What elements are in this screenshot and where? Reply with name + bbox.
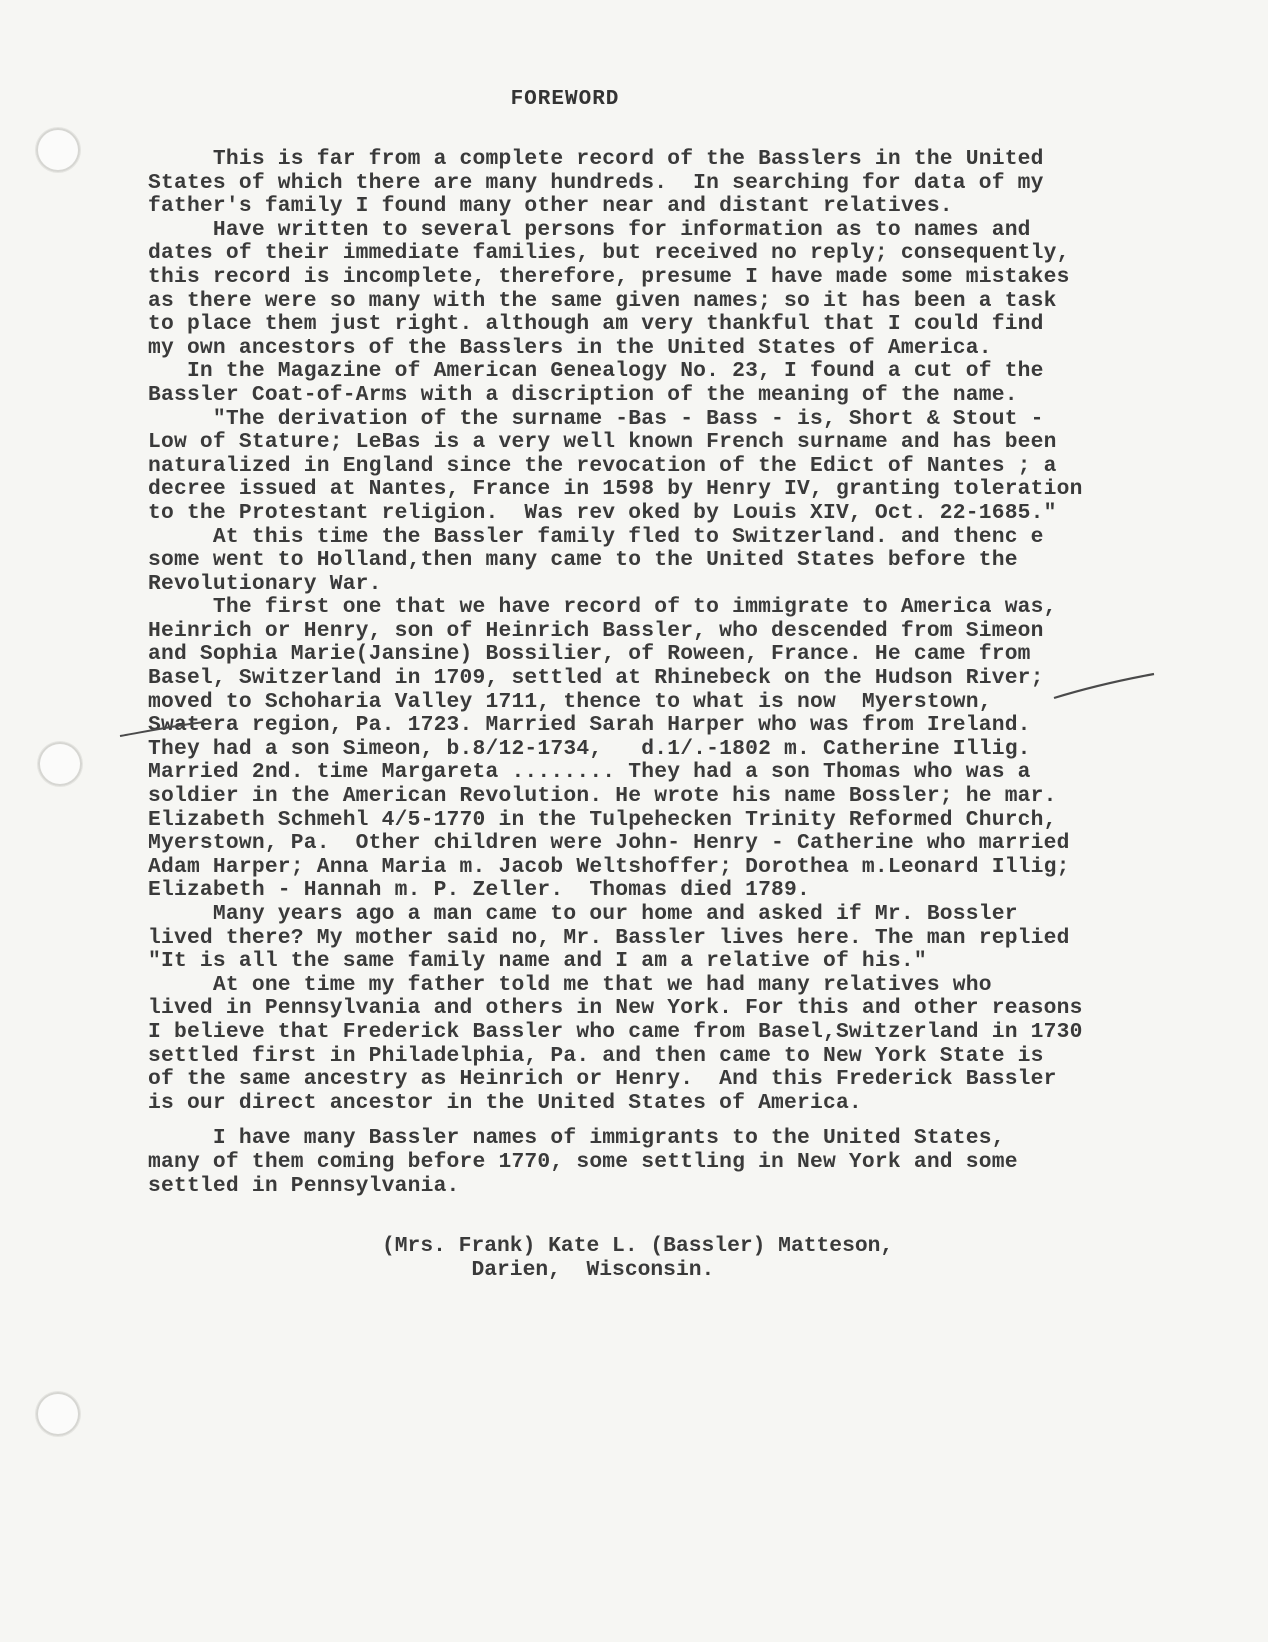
text-line: lived there? My mother said no, Mr. Bassler lives here. The man replied: [148, 925, 1070, 950]
signature-block: [382, 1234, 893, 1282]
text-line: Many years ago a man came to our home and asked if Mr. Bossler: [148, 902, 1018, 926]
text-line: "It is all the same family name and I am a relative of his.": [148, 949, 927, 974]
text-line: Low of Stature; LeBas is a very well known French surname and has been: [148, 430, 1057, 455]
text-line: At one time my father told me that we had many relatives who: [148, 972, 992, 997]
text-line: many of them coming before 1770, some settling in New York and some: [148, 1149, 1018, 1174]
text-line: dates of their immediate families, but received no reply; consequently,: [148, 241, 1070, 266]
text-line: Have written to several persons for information as to names and: [148, 217, 1031, 242]
punch-hole-top: [36, 128, 80, 172]
text-line: lived in Pennsylvania and others in New York. For this and other reasons: [148, 996, 1083, 1021]
text-line: Bassler Coat-of-Arms with a discription of the meaning of the name.: [148, 382, 1018, 407]
text-line: this record is incomplete, therefore, presume I have made some mistakes: [148, 264, 1070, 289]
text-line: Married 2nd. time Margareta ........ They had a son Thomas who was a: [148, 760, 1031, 785]
punch-hole-bottom: [36, 1392, 80, 1436]
text-line: soldier in the American Revolution. He wrote his name Bossler; he mar.: [148, 784, 1057, 809]
text-line: Basel, Switzerland in 1709, settled at Rhinebeck on the Hudson River;: [148, 666, 1044, 691]
text-line: The first one that we have record of to immigrate to America was,: [148, 595, 1057, 620]
text-line: and Sophia Marie(Jansine) Bossilier, of Roween, France. He came from: [148, 642, 1031, 667]
text-line: Heinrich or Henry, son of Heinrich Bassler, who descended from Simeon: [148, 618, 1044, 643]
text-line: Revolutionary War.: [148, 571, 382, 596]
text-line: Elizabeth Schmehl 4/5-1770 in the Tulpehecken Trinity Reformed Church,: [148, 807, 1057, 832]
text-line: my own ancestors of the Basslers in the United States of America.: [148, 335, 992, 360]
text-line: settled in Pennsylvania.: [148, 1173, 460, 1198]
text-line: settled first in Philadelphia, Pa. and then came to New York State is: [148, 1043, 1044, 1068]
text-line: At this time the Bassler family fled to Switzerland. and thenc e: [148, 524, 1044, 549]
signature-name: (Mrs. Frank) Kate L. (Bassler) Matteson,: [382, 1234, 894, 1258]
text-line: decree issued at Nantes, France in 1598 by Henry IV, granting toleration: [148, 477, 1083, 502]
text-line: In the Magazine of American Genealogy No. 23, I found a cut of the: [148, 359, 1044, 384]
text-line: to place them just right. although am very thankful that I could find: [148, 312, 1044, 337]
signature-location: Darien, Wisconsin.: [382, 1258, 715, 1282]
text-line: I believe that Frederick Bassler who came from Basel,Switzerland in 1730: [148, 1019, 1083, 1044]
text-line: Adam Harper; Anna Maria m. Jacob Weltshoffer; Dorothea m.Leonard Illig;: [148, 854, 1070, 879]
text-line: as there were so many with the same given names; so it has been a task: [148, 288, 1057, 313]
document-title: FOREWORD: [510, 88, 620, 111]
text-line: to the Protestant religion. Was rev oked by Louis XIV, Oct. 22-1685.": [148, 500, 1057, 525]
text-line: States of which there are many hundreds. In searching for data of my: [148, 170, 1044, 195]
text-line: I have many Bassler names of immigrants to the United States,: [148, 1126, 1005, 1151]
text-line: Swatera region, Pa. 1723. Married Sarah Harper who was from Ireland.: [148, 713, 1031, 738]
text-line: This is far from a complete record of the Basslers in the United: [148, 147, 1044, 171]
text-line: some went to Holland,then many came to the United States before the: [148, 548, 1018, 573]
text-line: "The derivation of the surname -Bas - Bass - is, Short & Stout -: [148, 406, 1044, 431]
text-line: is our direct ancestor in the United States of America.: [148, 1090, 862, 1115]
document-body: [148, 148, 1218, 1198]
text-line: They had a son Simeon, b.8/12-1734, d.1/.-1802 m. Catherine Illig.: [148, 736, 1031, 761]
text-line: of the same ancestry as Heinrich or Henry. And this Frederick Bassler: [148, 1067, 1057, 1092]
text-line: Elizabeth - Hannah m. P. Zeller. Thomas died 1789.: [148, 878, 810, 903]
punch-hole-middle: [38, 742, 82, 786]
text-line: father's family I found many other near and distant relatives.: [148, 194, 953, 219]
text-line: naturalized in England since the revocation of the Edict of Nantes ; a: [148, 453, 1057, 478]
text-line: moved to Schoharia Valley 1711, thence to what is now Myerstown,: [148, 689, 992, 714]
text-line: Myerstown, Pa. Other children were John- Henry - Catherine who married: [148, 831, 1070, 856]
